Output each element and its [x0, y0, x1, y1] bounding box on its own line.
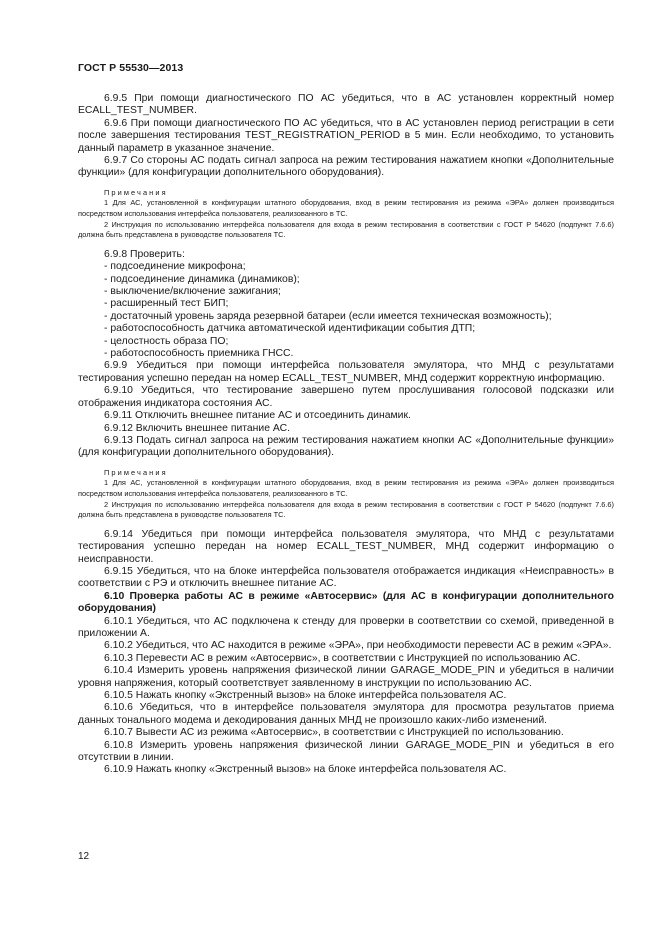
note-item: 2 Инструкция по использованию интерфейса пользователя для входа в режим тестирования в соответствии с ГОСТ Р 54620 (подпункт 7.6.6) должна быть представлена в руководстве пользователя ТС. — [78, 499, 614, 520]
notes-heading: Примечания — [104, 467, 168, 477]
paragraph: - работоспособность приемника ГНСС. — [104, 348, 294, 360]
paragraph: 6.9.12 Включить внешнее питание АС. — [104, 422, 290, 434]
notes-heading: Примечания — [104, 187, 168, 197]
paragraph: 6.10.4 Измерить уровень напряжения физической линии GARAGE_MODE_PIN и убедиться в наличии уровня напряжения, который соответствует заявленному в инструкции по использованию АС. — [78, 665, 614, 689]
paragraph: 6.9.5 При помощи диагностического ПО АС убедиться, что в АС установлен корректный номер ECALL_TEST_NUMBER. — [78, 93, 614, 117]
paragraph: - подсоединение динамика (динамиков); — [104, 273, 300, 285]
paragraph: - работоспособность датчика автоматической идентификации события ДТП; — [104, 323, 476, 335]
paragraph: 6.10.9 Нажать кнопку «Экстренный вызов» на блоке интерфейса пользователя АС. — [104, 764, 507, 776]
paragraph: 6.10.6 Убедиться, что в интерфейсе пользователя эмулятора для просмотра результатов приема данных тонального модема и декодирования данных МНД не произошло каких-либо изменений. — [78, 702, 614, 726]
document-header: ГОСТ Р 55530—2013 — [78, 62, 184, 74]
spacer — [78, 241, 614, 249]
paragraph: - выключение/включение зажигания; — [104, 286, 281, 298]
paragraph: 6.9.13 Подать сигнал запроса на режим тестирования нажатием кнопки АС «Дополнительные функции» (для конфигурации дополнительного оборудования). — [78, 434, 614, 459]
paragraph: 6.9.6 При помощи диагностического ПО АС убедиться, что в АС установлен период регистрации в сети после завершения тестирования TEST_REGISTRATION_PERIOD в 5 мин. Если необходимо, то установить данный параметр в указанное значение. — [78, 117, 614, 154]
paragraph: 6.10.5 Нажать кнопку «Экстренный вызов» на блоке интерфейса пользователя АС. — [104, 689, 507, 701]
paragraph: 6.10.2 Убедиться, что АС находится в режиме «ЭРА», при необходимости перевести АС в режим «ЭРА». — [104, 640, 612, 652]
paragraph: 6.10.3 Перевести АС в режим «Автосервис», в соответствии с Инструкцией по использованию АС. — [104, 652, 581, 664]
note-item: 2 Инструкция по использованию интерфейса пользователя для входа в режим тестирования в соответствии с ГОСТ Р 54620 (подпункт 7.6.6) должна быть представлена в руководстве пользователя ТС. — [78, 219, 614, 240]
paragraph: 6.9.8 Проверить: — [104, 248, 185, 260]
paragraph: - целостность образа ПО; — [104, 335, 229, 347]
section-heading: 6.10 Проверка работы АС в режиме «Автосервис» (для АС в конфигурации дополнительного оборудования) — [78, 590, 614, 615]
paragraph: 6.9.7 Со стороны АС подать сигнал запроса на режим тестирования нажатием кнопки «Дополнительные функции» (для конфигурации дополнительного оборудования). — [78, 155, 614, 179]
note-item: 1 Для АС, установленной в конфигурации штатного оборудования, вход в режим тестирования из режима «ЭРА» должен производиться посредством использования интерфейса пользователя, реализованного в ТС. — [78, 478, 614, 498]
paragraph: 6.10.8 Измерить уровень напряжения физической линии GARAGE_MODE_PIN и убедиться в его отсутствии в линии. — [78, 739, 614, 763]
page-number: 12 — [78, 851, 90, 862]
spacer — [78, 521, 614, 529]
paragraph: 6.9.11 Отключить внешнее питание АС и отсоединить динамик. — [104, 410, 411, 422]
paragraph: 6.10.7 Вывести АС из режима «Автосервис», в соответствии с Инструкцией по использованию. — [104, 727, 564, 739]
note-item: 1 Для АС, установленной в конфигурации штатного оборудования, вход в режим тестирования из режима «ЭРА» должен производиться посредством использования интерфейса пользователя, реализованного в ТС. — [78, 198, 614, 219]
paragraph: 6.9.9 Убедиться при помощи интерфейса пользователя эмулятора, что МНД с результатами тестирования успешно передан на номер ECALL_TEST_NUMBER, МНД содержит корректную информацию. — [78, 360, 614, 384]
paragraph: - достаточный уровень заряда резервной батареи (если имеется техническая возможность); — [104, 310, 552, 322]
paragraph: 6.9.14 Убедиться при помощи интерфейса пользователя эмулятора, что МНД с результатами тестирования успешно передан на номер ECALL_TEST_NUMBER, МНД содержит информацию о неисправности. — [78, 528, 614, 565]
paragraph: 6.9.10 Убедиться, что тестирование завершено путем прослушивания голосовой подсказки или отображения индикатора состояния АС. — [78, 385, 614, 409]
paragraph: 6.9.15 Убедиться, что на блоке интерфейса пользователя отображается индикация «Неисправность» в соответствии с РЭ и отключить внешнее питание АС. — [78, 565, 614, 590]
paragraph: - расширенный тест БИП; — [104, 298, 229, 310]
document-body — [78, 93, 614, 777]
paragraph: - подсоединение микрофона; — [104, 261, 246, 273]
paragraph: 6.10.1 Убедиться, что АС подключена к стенду для проверки в соответствии со схемой, приведенной в приложении А. — [78, 615, 614, 639]
